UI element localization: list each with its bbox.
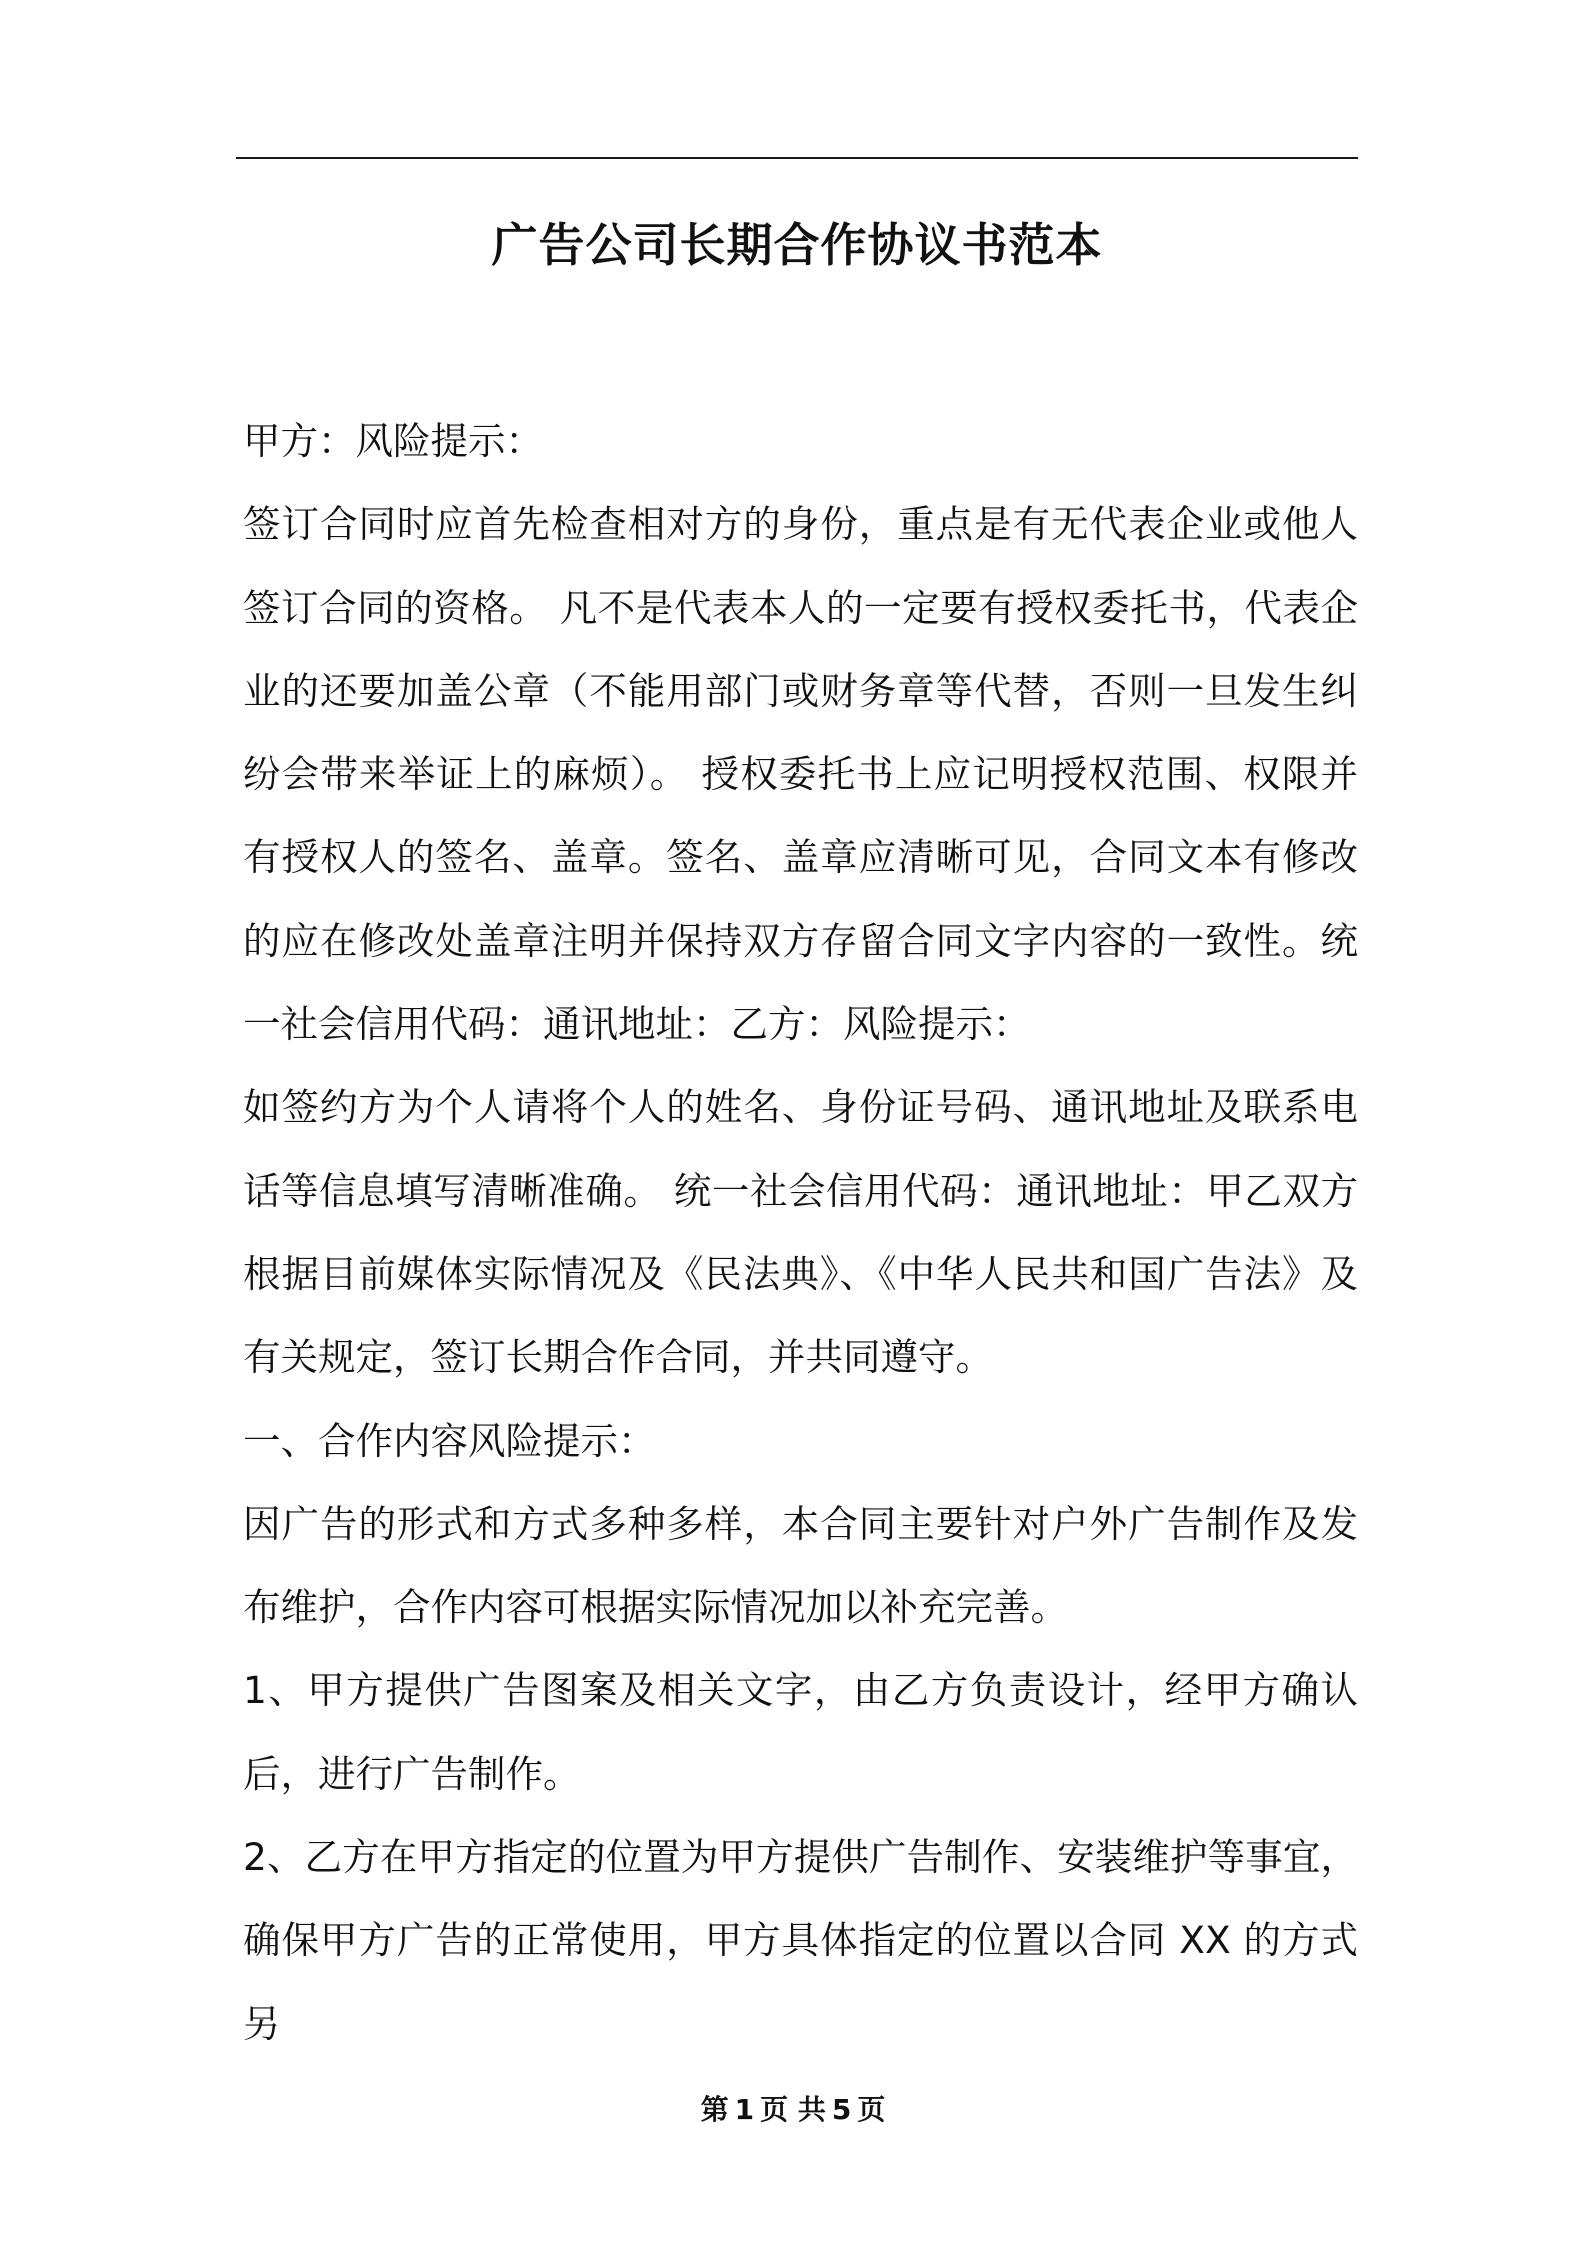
footer-suffix: 页 xyxy=(857,2093,886,2126)
footer-page-current: 1 xyxy=(734,2093,755,2126)
document-body xyxy=(243,400,1358,2066)
page-footer xyxy=(0,2090,1586,2130)
footer-prefix: 第 xyxy=(700,2093,729,2126)
paragraph-party-a: 甲方：风险提示： xyxy=(243,419,543,463)
header-rule xyxy=(236,157,1358,159)
paragraph-identity-check: 签订合同时应首先检查相对方的身份，重点是有无代表企业或他人签订合同的资格。 凡不是代表本人的一定要有授权委托书，代表企业的还要加盖公章（不能用部门或财务章等代替，否则一旦发生纠纷会带来举证上的麻烦）。 授权委托书上应记明授权范围、权限并有授权人的签名、盖章。签名、盖章应清晰可见，合同文本有修改的应在修改处盖章注明并保持双方存留合同文字内容的一致性。统一社会信用代码：通讯地址：乙方：风险提示： xyxy=(243,502,1358,1047)
footer-mid: 页 共 xyxy=(760,2093,826,2126)
section-heading-cooperation: 一、合作内容风险提示： xyxy=(243,1418,656,1463)
paragraph-cooperation-scope: 因广告的形式和方式多种多样，本合同主要针对户外广告制作及发布维护，合作内容可根据实际情况加以补充完善。 xyxy=(243,1501,1358,1630)
clause-1: 1、甲方提供广告图案及相关文字，由乙方负责设计，经甲方确认后，进行广告制作。 xyxy=(243,1668,1358,1796)
footer-page-total: 5 xyxy=(831,2093,852,2126)
document-title: 广告公司长期合作协议书范本 xyxy=(491,218,1103,272)
clause-2: 2、乙方在甲方指定的位置为甲方提供广告制作、安装维护等事宜，确保甲方广告的正常使用，甲方具体指定的位置以合同 XX 的方式另 xyxy=(243,1835,1358,2046)
paragraph-party-b-info: 如签约方为个人请将个人的姓名、身份证号码、通讯地址及联系电话等信息填写清晰准确。 统一社会信用代码：通讯地址：甲乙双方根据目前媒体实际情况及《民法典》、《中华人民共和国广告法》及有关规定，签订长期合作合同，并共同遵守。 xyxy=(243,1085,1358,1380)
